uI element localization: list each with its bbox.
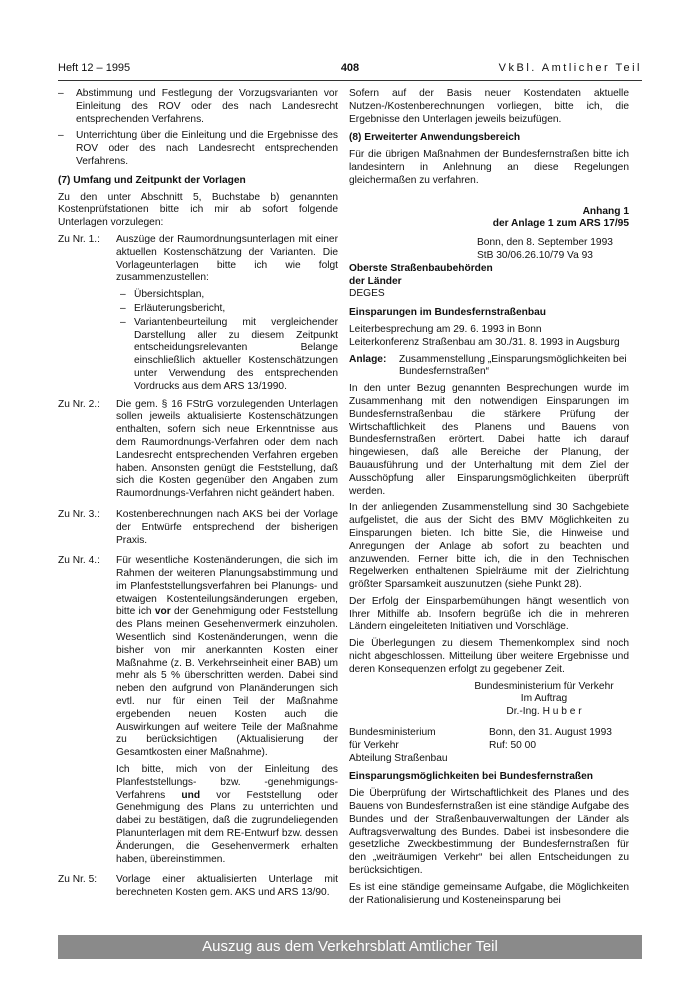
item-nr4 [58, 555, 338, 870]
recipient-line: der Länder [349, 275, 402, 287]
item-label: Zu Nr. 5: [58, 874, 98, 886]
phone-number: Ruf: 50 00 [489, 739, 537, 751]
paragraph: Zu den unter Abschnitt 5, Buchstabe b) genannten Kostenprüfstationen bitte ich mir ab sofort folgende Unterlagen vorzulegen: [58, 191, 338, 229]
letter-date: Bonn, den 8. September 1993 [477, 237, 613, 249]
reference-line: Leiterbesprechung am 29. 6. 1993 in Bonn [349, 323, 542, 335]
item-label: Zu Nr. 1.: [58, 233, 100, 245]
letter-subject: Einsparungen im Bundesfernstraßenbau [349, 307, 546, 319]
paragraph: Für wesentliche Kostenänderungen, die sich im Rahmen der weiteren Planungsabstimmung und im Planfeststellungsverfahren bei Planungs- und etwaigen Kostenteilungsänderungen ergeben, bitte ich vor der Genehmigung oder Feststellung des Plans meinen Gesehenvermerk einzuholen. Wesentlich sind Kostenänderungen, wenn die bisher von mir anerkannten Kosten einer Maßnahme (z. B. Verkehrseinheit einer BAB) um mehr als 5 % überschritten werden. Dabei sind neben den aufgrund von Planänderungen sich evtl. nur für einen Teil der Maßnahme ergebenden neuen Kosten auch die Auswirkungen auf weitere Teile der Maßnahme zu berücksichtigen (Aktualisierung der Gesamtkosten einer Maßnahme). [116, 555, 338, 759]
signature-block [349, 681, 629, 719]
paragraph: Auszüge der Raumordnungsunterlagen mit einer aktuellen Kostenschätzung der Varianten. Die Vorlageunterlagen bitte ich wie folgt zusammenzustellen: [116, 233, 338, 284]
paragraph: Es ist eine ständige gemeinsame Aufgabe, die Möglichkeiten der Rationalisierung und Kosteneinsparung bei [349, 881, 629, 906]
enclosure [349, 354, 629, 380]
right-column [349, 88, 629, 911]
item-label: Zu Nr. 3.: [58, 508, 100, 520]
sender-line: Bundesministerium [349, 727, 436, 739]
annex-title: Anhang 1 [582, 205, 629, 217]
item-nr1 [58, 234, 338, 395]
enclosure-text: Zusammenstellung „Einsparungsmöglichkeiten bei Bundesfernstraßen“ [399, 353, 627, 378]
list-item: – Erläuterungsbericht, [116, 303, 338, 316]
recipient-line: Oberste Straßenbaubehörden [349, 262, 493, 274]
item-nr5 [58, 874, 338, 904]
paragraph: Vorlage einer aktualisierten Unterlage mit berechneten Kosten gem. AKS und ARS 13/90. [116, 874, 338, 899]
page-header [58, 62, 642, 81]
sender-line: Abteilung Straßenbau [349, 752, 448, 764]
section-heading-savings: Einsparungsmöglichkeiten bei Bundesfernstraßen [349, 771, 593, 783]
letter-date: Bonn, den 31. August 1993 [489, 727, 612, 739]
item-nr2 [58, 399, 338, 505]
paragraph: Der Erfolg der Einsparbemühungen hängt wesentlich von Ihrer Mithilfe ab. Insofern begrüße ich die in mehreren Ländern eingeleiteten Initiativen und Vorschläge. [349, 595, 629, 633]
signature-line: Dr.-Ing. H u b e r [506, 706, 582, 718]
item-label: Zu Nr. 2.: [58, 398, 100, 410]
paragraph: In der anliegenden Zusammenstellung sind 30 Sachgebiete aufgelistet, die aus der Sicht des BMV Möglichkeiten zu Einsparungen bieten. Ich bitte Sie, die Hinweise und Anregungen der Anlage ab sofort zu beachten und anzuwenden. Ferner bitte ich, die in den Technischen Regelwerken enthaltenen Spielräume mit der Zielrichtung größter Sparsamkeit auszunutzen (siehe Punkt 28). [349, 502, 629, 591]
list-item: – Unterrichtung über die Einleitung und die Ergebnisse des ROV oder des nach Landesrecht entsprechenden Verfahrens. [58, 130, 338, 168]
signature-line: Bundesministerium für Verkehr [474, 680, 614, 692]
list-item: – Variantenbeurteilung mit vergleichender Darstellung aller zu diesem Zeitpunkt entscheidungsrelevanten Belange einschließlich aktueller Kostenschätzungen unter Verwendung des entsprechenden Vordrucks aus dem ARS 13/1990. [116, 317, 338, 394]
page-number: 408 [340, 62, 360, 74]
letter-reference: StB 30/06.26.10/79 Va 93 [477, 249, 593, 261]
page-footer-banner: Auszug aus dem Verkehrsblatt Amtlicher Teil [58, 935, 642, 959]
item-nr3 [58, 509, 338, 551]
section-heading-8: (8) Erweiterter Anwendungsbereich [349, 132, 521, 144]
list-item: – Übersichtsplan, [116, 289, 338, 302]
paragraph: Für die übrigen Maßnahmen der Bundesfernstraßen bitte ich landesintern in Anlehnung an diese Regelungen gleichermaßen zu verfahren. [349, 149, 629, 186]
paragraph: Sofern auf der Basis neuer Kostendaten aktuelle Nutzen-/Kostenberechnungen vorliegen, bitte ich, die Ergebnisse den Unterlagen jeweils beizufügen. [349, 88, 629, 125]
paragraph: Die Überprüfung der Wirtschaftlichkeit des Planes und des Bauens von Bundesfernstraßen ist eine ständige Aufgabe des Bundes und der Straßenbauverwaltungen der Länder als Auftragsverwaltung des Bundes. Dabei ist insbesondere die gesetzliche Zweckbestimmung der Bundesfernstraßen für den „weiträumigen Verkehr“ bei allen Entscheidungen zu berücksichtigen. [349, 788, 629, 877]
section-heading-7: (7) Umfang und Zeitpunkt der Vorlagen [58, 174, 246, 186]
paragraph: Kostenberechnungen nach AKS bei der Vorlage der Entwürfe entsprechend der bisherigen Praxis. [116, 508, 338, 546]
enclosure-label: Anlage: [349, 353, 387, 365]
issue-number: Heft 12 – 1995 [58, 62, 131, 74]
reference-line: Leiterkonferenz Straßenbau am 30./31. 8. 1993 in Augsburg [349, 336, 620, 348]
sender-line: für Verkehr [349, 739, 399, 751]
paragraph: Die gem. § 16 FStrG vorzulegenden Unterlagen sollen jeweils aktualisierte Kostenschätzungen enthalten, sofern sich neue Erkenntnisse aus dem Raumordnungs-Verfahren oder dem nach Landesrecht entsprechenden Verfahren ergeben haben. Ansonsten genügt die Feststellung, daß sich die Kosten gegenüber den Angaben zum Raumordnungs-Verfahren nicht geändert haben. [116, 398, 338, 500]
paragraph: Ich bitte, mich von der Einleitung des Planfeststellungs- bzw. -genehmigungs-Verfahrens und vor Feststellung oder Genehmigung des Plans zu unterrichten und dabei zu bestätigen, daß die zugrundeliegenden Planunterlagen mit dem RE-Entwurf bzw. dessen Änderungen, die Gesehenvermerk erhalten haben, übereinstimmen. [116, 764, 338, 865]
paragraph: Die Überlegungen zu diesem Themenkomplex sind noch nicht abgeschlossen. Mitteilung über weitere Ergebnisse und deren Konsequenzen erfolgt zu gegebener Zeit. [349, 638, 629, 675]
annex-subtitle: der Anlage 1 zum ARS 17/95 [492, 218, 629, 230]
paragraph: In den unter Bezug genannten Besprechungen wurde im Zusammenhang mit den notwendigen Einsparungen im Bundesfernstraßenbau die stärkere Prüfung der Wirtschaftlichkeit des Planens und Bauens von Bundesfernstraßen erörtert. Dabei hatte ich darauf hingewiesen, daß alle Bereiche der Planung, der Bauausführung und der Unterhaltung mit dem Ziel der Ausschöpfung aller Einsparungsmöglichkeiten überprüft werden. [349, 383, 629, 497]
publication-title: VkBl. Amtlicher Teil [498, 62, 642, 74]
recipient-line: DEGES [349, 288, 385, 300]
item-label: Zu Nr. 4.: [58, 555, 100, 567]
signature-line: Im Auftrag [520, 693, 568, 705]
left-column [58, 88, 338, 908]
list-item: – Abstimmung und Festlegung der Vorzugsvarianten vor Einleitung des ROV oder des nach Landesrecht entsprechenden Verfahrens. [58, 88, 338, 126]
sender-block [349, 727, 629, 765]
